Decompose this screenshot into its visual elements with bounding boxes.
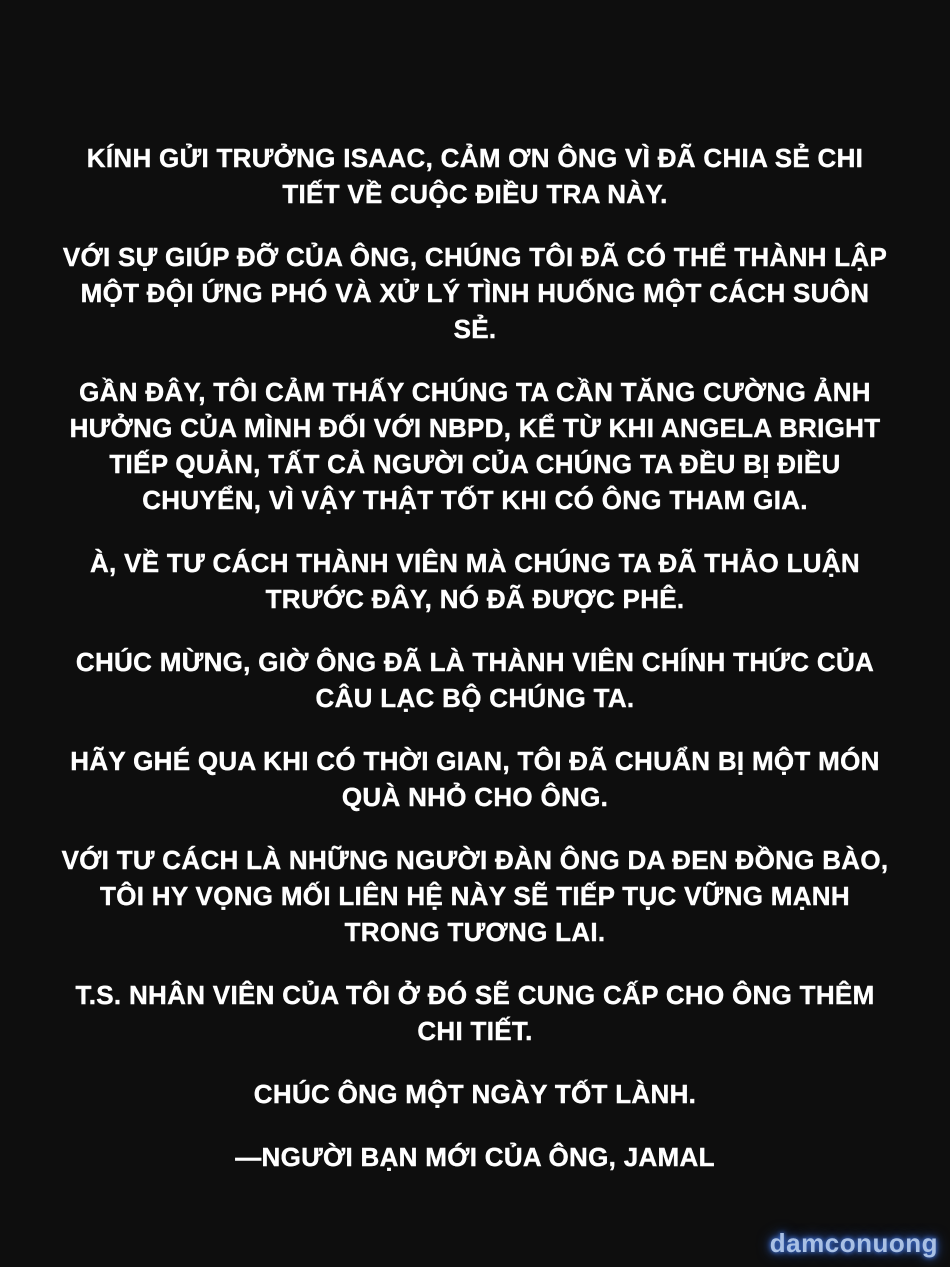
letter-paragraph: GẦN ĐÂY, TÔI CẢM THẤY CHÚNG TA CẦN TĂNG CƯỜNG ẢNH HƯỞNG CỦA MÌNH ĐỐI VỚI NBPD, KỂ TỪ KHI ANGELA BRIGHT TIẾP QUẢN, TẤT CẢ NGƯỜI CỦA CHÚNG TA ĐỀU BỊ ĐIỀU CHUYỂN, VÌ VẬY THẬT TỐT KHI CÓ ÔNG THAM GIA. (69, 377, 881, 515)
letter-paragraph: —NGƯỜI BẠN MỚI CỦA ÔNG, JAMAL (235, 1142, 715, 1172)
letter-paragraph: HÃY GHÉ QUA KHI CÓ THỜI GIAN, TÔI ĐÃ CHUẨN BỊ MỘT MÓN QUÀ NHỎ CHO ÔNG. (70, 746, 880, 812)
watermark-damconuong: damconuong (769, 1228, 938, 1258)
letter-body (57, 0, 893, 1175)
letter-paragraph: T.S. NHÂN VIÊN CỦA TÔI Ở ĐÓ SẼ CUNG CẤP CHO ÔNG THÊM CHI TIẾT. (75, 980, 875, 1046)
letter-paragraph: CHÚC MỪNG, GIỜ ÔNG ĐÃ LÀ THÀNH VIÊN CHÍNH THỨC CỦA CÂU LẠC BỘ CHÚNG TA. (75, 647, 875, 713)
letter-paragraph: KÍNH GỬI TRƯỞNG ISAAC, CẢM ƠN ÔNG VÌ ĐÃ CHIA SẺ CHI TIẾT VỀ CUỘC ĐIỀU TRA NÀY. (86, 143, 864, 209)
letter-paragraph: À, VỀ TƯ CÁCH THÀNH VIÊN MÀ CHÚNG TA ĐÃ THẢO LUẬN TRƯỚC ĐÂY, NÓ ĐÃ ĐƯỢC PHÊ. (89, 548, 861, 614)
letter-paragraph: VỚI TƯ CÁCH LÀ NHỮNG NGƯỜI ĐÀN ÔNG DA ĐEN ĐỒNG BÀO, TÔI HY VỌNG MỐI LIÊN HỆ NÀY SẼ TIẾP TỤC VỮNG MẠNH TRONG TƯƠNG LAI. (61, 845, 889, 947)
letter-paragraph: VỚI SỰ GIÚP ĐỠ CỦA ÔNG, CHÚNG TÔI ĐÃ CÓ THỂ THÀNH LẬP MỘT ĐỘI ỨNG PHÓ VÀ XỬ LÝ TÌNH HUỐNG MỘT CÁCH SUÔN SẺ. (62, 242, 888, 344)
letter-paragraph: CHÚC ÔNG MỘT NGÀY TỐT LÀNH. (253, 1079, 697, 1109)
